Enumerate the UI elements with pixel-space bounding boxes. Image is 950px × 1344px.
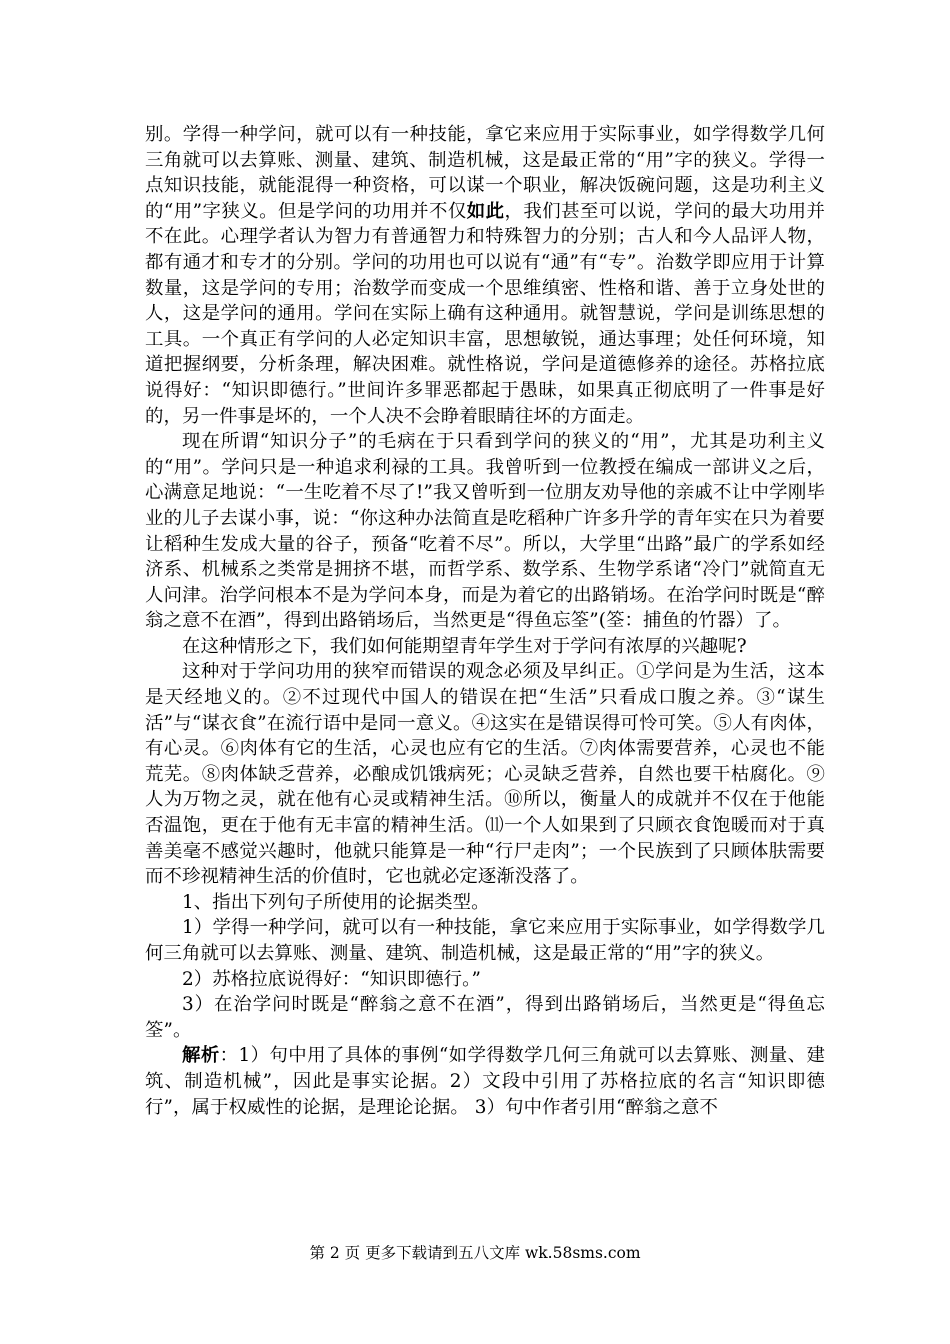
paragraph-1-bold-word: 如此 xyxy=(466,200,505,222)
analysis-label: 解析 xyxy=(182,1045,220,1067)
page-footer: 第 2 页 更多下载请到五八文库 wk.58sms.com xyxy=(309,1244,641,1262)
document-body xyxy=(145,122,825,1120)
analysis-paragraph xyxy=(145,1043,825,1120)
analysis-text: ：1）句中用了具体的事例“如学得数学几何三角就可以去算账、测量、建筑、制造机械”，因此是事实论据。2）文段中引用了苏格拉底的名言“知识即德行”，属于权威性的论据，是理论论据。 3）句中作者引用“醉翁之意不 xyxy=(145,1045,826,1118)
question-item-3: 3）在治学问时既是“醉翁之意不在酒”，得到出路销场后，当然更是“得鱼忘筌”。 xyxy=(145,994,825,1041)
question-heading: 1、指出下列句子所使用的论据类型。 xyxy=(182,891,490,913)
paragraph-4: 这种对于学问功用的狭窄而错误的观念必须及早纠正。①学问是为生活，这本是天经地义的。②不过现代中国人的错误在把“生活”只看成口腹之养。③“谋生活”与“谋衣食”在流行语中是同一意义。④这实在是错误得可怜可笑。⑤人有肉体，有心灵。⑥肉体有它的生活，心灵也应有它的生活。⑦肉体需要营养，心灵也不能荒芜。⑧肉体缺乏营养，必酿成饥饿病死；心灵缺乏营养，自然也要干枯腐化。⑨人为万物之灵，就在他有心灵或精神生活。⑩所以，衡量人的成就并不仅在于他能否温饱，更在于他有无丰富的精神生活。⑾一个人如果到了只顾衣食饱暖而对于真善美毫不感觉兴趣时，他就只能算是一种“行尸走肉”；一个民族到了只顾体肤需要而不珍视精神生活的价值时，它也就必定逐渐没落了。 xyxy=(145,661,825,888)
question-item-2: 2）苏格拉底说得好：“知识即德行。” xyxy=(182,968,481,990)
paragraph-1-text-a: 别。学得一种学问，就可以有一种技能，拿它来应用于实际事业，如学得数学几何三角就可以去算账、测量、建筑、制造机械，这是最正常的“用”字的狭义。学得一点知识技能，就能混得一种资格，可以谋一个职业，解决饭碗问题，这是功利主义的“用”字狭义。但是学问的功用并不仅 xyxy=(145,124,825,222)
paragraph-2: 现在所谓“知识分子”的毛病在于只看到学问的狭义的“用”，尤其是功利主义的“用”。学问只是一种追求利禄的工具。我曾听到一位教授在编成一部讲义之后，心满意足地说：“一生吃着不尽了!”我又曾听到一位朋友劝导他的亲戚不让中学刚毕业的儿子去谋小事，说：“你这种办法简直是吃稻种广许多升学的青年实在只为着要让稻种生发成大量的谷子，预备“吃着不尽”。所以，大学里“出路”最广的学系如经济系、机械系之类常是拥挤不堪，而哲学系、数学系、生物学系诸“冷门”就简直无人问津。治学问根本不是为学问本身，而是为着它的出路销场。在治学问时既是“醉翁之意不在酒”，得到出路销场后，当然更是“得鱼忘筌”(筌：捕鱼的竹器）了。 xyxy=(145,431,825,632)
question-item-1: 1）学得一种学问，就可以有一种技能，拿它来应用于实际事业，如学得数学几何三角就可以去算账、测量、建筑、制造机械，这是最正常的“用”字的狭义。 xyxy=(145,917,825,964)
paragraph-1-text-b: ，我们甚至可以说，学问的最大功用并不在此。心理学者认为智力有普通智力和特殊智力的分别；古人和今人品评人物，都有通才和专才的分别。学问的功用也可以说有“通”有“专”。治数学即应用于计算数量，这是学问的专用；治数学而变成一个思维缜密、性格和谐、善于立身处世的人，这是学问的通用。学问在实际上确有这种通用。就智慧说，学问是训练思想的工具。一个真正有学问的人必定知识丰富，思想敏锐，通达事理；处任何环境，知道把握纲要，分析条理，解决困难。就性格说，学问是道德修养的途径。苏格拉底说得好：“知识即德行。”世间许多罪恶都起于愚昧，如果真正彻底明了一件事是好的，另一件事是坏的，一个人决不会睁着眼睛往坏的方面走。 xyxy=(145,200,825,427)
paragraph-1 xyxy=(145,122,825,429)
paragraph-3: 在这种情形之下，我们如何能期望青年学生对于学问有浓厚的兴趣呢? xyxy=(182,635,747,657)
